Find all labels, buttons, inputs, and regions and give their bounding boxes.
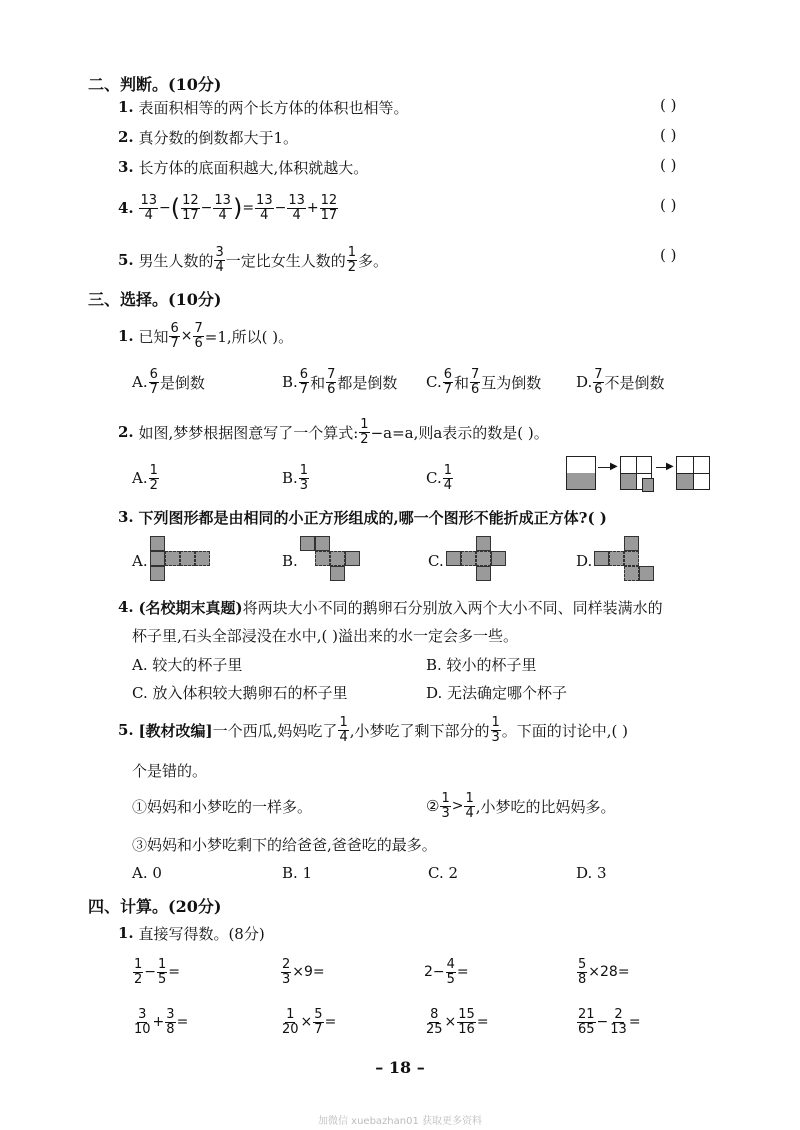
expression-8[interactable]: 21 65 − $\frac{2}{13}$ = <box>578 1006 641 1037</box>
answer-bracket[interactable]: ( ) <box>660 96 677 114</box>
calc-q1 <box>118 922 265 944</box>
expression-5[interactable]: 3 10 + $\frac{3}{8}$ = <box>134 1006 189 1037</box>
judge-q1 <box>118 96 408 118</box>
expression-4[interactable]: $\frac{5}{8}$ ×28= <box>578 956 630 987</box>
choice-q1 <box>118 316 293 356</box>
option-d[interactable]: D. 3 <box>576 864 607 882</box>
expression-1[interactable]: 1 2 − $\frac{1}{5}$ = <box>134 956 181 987</box>
question-number: 2. <box>118 423 134 441</box>
choice-q3 <box>118 506 607 528</box>
fraction: 12 17 <box>182 192 199 223</box>
option-label: A. <box>132 373 148 391</box>
option-text: 都是倒数 <box>337 373 398 392</box>
question-text: =1,所以( )。 <box>204 327 294 346</box>
right-paren: ) <box>232 194 243 222</box>
equals-sign: = <box>242 200 255 216</box>
judge-q3 <box>118 156 368 178</box>
minus-sign: − <box>159 200 171 216</box>
question-text: −a=a,则a表示的数是( )。 <box>370 423 549 442</box>
question-number: 4. <box>118 598 134 616</box>
question-number: 1. <box>118 98 134 116</box>
cube-net-b[interactable] <box>300 536 380 586</box>
question-text: 将两块大小不同的鹅卵石分别放入两个大小不同、同样装满水的 <box>242 598 663 617</box>
question-number: 4. <box>118 199 134 217</box>
option-b[interactable]: B. 1 <box>282 864 313 882</box>
option-b[interactable] <box>282 362 397 402</box>
question-text: 真分数的倒数都大于1。 <box>138 128 298 147</box>
square-quarters-result <box>676 456 710 490</box>
option-text: 是倒数 <box>159 373 205 392</box>
statement-1: ①妈妈和小梦吃的一样多。 <box>132 798 313 816</box>
option-label: A. <box>132 552 148 570</box>
fraction: 1 2 <box>347 244 357 275</box>
question-text: 。下面的讨论中,( ) <box>501 721 629 740</box>
question-text: 如图,梦梦根据图意写了一个算式: <box>138 423 359 442</box>
removed-piece <box>642 478 654 492</box>
section-title-choice: 三、选择。(10分) <box>88 290 222 309</box>
question-text: 下列图形都是由相同的小正方形组成的,哪一个图形不能折成正方体?( ) <box>138 508 607 527</box>
option-label: D. <box>576 373 593 391</box>
question-number: 1. <box>118 924 134 942</box>
fraction: 1 4 <box>339 714 348 745</box>
fraction: 6 7 <box>443 366 452 397</box>
option-label: C. <box>426 469 442 487</box>
option-label: A. <box>132 469 148 487</box>
fraction: 7 6 <box>327 366 336 397</box>
fraction: 1 4 <box>465 790 474 821</box>
choice-q2 <box>118 412 549 452</box>
fraction: 1 4 <box>443 462 452 493</box>
choice-q4-line2 <box>132 624 518 646</box>
fraction: 13 4 <box>140 192 157 223</box>
fraction: 6 7 <box>299 366 309 397</box>
option-a[interactable]: A. 0 <box>132 864 162 882</box>
answer-bracket[interactable]: ( ) <box>660 246 677 264</box>
question-text: 个是错的。 <box>132 762 208 780</box>
fraction: $\frac{7}{6}$ <box>194 320 203 351</box>
fraction: $\frac{12}{17}$ <box>320 192 338 223</box>
fraction: 1 2 <box>149 462 158 493</box>
option-d[interactable]: D. 无法确定哪个杯子 <box>426 684 568 702</box>
expression-2[interactable]: $\frac{2}{3}$ ×9= <box>282 956 325 987</box>
left-paren: ( <box>170 194 181 222</box>
cube-net-d[interactable] <box>594 536 664 586</box>
page-number: – 18 – <box>375 1058 425 1077</box>
answer-bracket[interactable]: ( ) <box>660 156 677 174</box>
judge-q4 <box>118 188 339 228</box>
question-text: 多。 <box>358 251 389 270</box>
statement-text: ,小梦吃的比妈妈多。 <box>475 797 616 816</box>
option-a[interactable] <box>132 458 160 498</box>
cube-net-c[interactable] <box>446 536 526 586</box>
judge-q5 <box>118 240 388 280</box>
answer-bracket[interactable]: ( ) <box>660 196 677 214</box>
question-text: 一定比女生人数的 <box>225 251 346 270</box>
expression-3[interactable]: 2− $\frac{4}{5}$ = <box>424 956 469 987</box>
option-text: 和 <box>454 373 470 392</box>
option-c[interactable] <box>426 362 541 402</box>
minus-sign: − <box>274 200 287 216</box>
fraction: $\frac{13}{4}$ <box>288 192 305 223</box>
answer-bracket[interactable]: ( ) <box>660 126 677 144</box>
option-label: D. <box>576 552 593 570</box>
question-number: 5. <box>118 251 134 269</box>
option-c[interactable]: C. 2 <box>428 864 459 882</box>
expression-6[interactable]: $\frac{1}{20}$ × $\frac{5}{7}$ = <box>282 1006 337 1037</box>
fraction: 3 4 <box>215 244 224 275</box>
fraction: $\frac{6}{7}$ <box>170 320 179 351</box>
question-number: 2. <box>118 128 134 146</box>
choice-q5 <box>118 710 628 750</box>
fraction: 1 3 <box>491 714 500 745</box>
option-c[interactable]: C. 放入体积较大鹅卵石的杯子里 <box>132 684 348 702</box>
statement-number: ② <box>426 797 440 815</box>
option-text: 不是倒数 <box>604 373 665 392</box>
option-label: B. <box>282 373 298 391</box>
question-text: 直接写得数。(8分) <box>138 924 265 943</box>
question-text: 长方体的底面积越大,体积就越大。 <box>138 158 369 177</box>
section-title-judge: 二、判断。(10分) <box>88 75 222 94</box>
option-label: C. <box>428 552 444 570</box>
cube-net-a[interactable] <box>150 536 220 586</box>
fraction: 7 6 <box>594 366 603 397</box>
statement-3: ③妈妈和小梦吃剩下的给爸爸,爸爸吃的最多。 <box>132 836 437 854</box>
question-tag: (名校期末真题) <box>138 598 243 617</box>
option-b[interactable] <box>282 552 298 570</box>
option-a[interactable] <box>132 552 148 570</box>
option-b[interactable] <box>282 458 310 498</box>
option-label: C. <box>426 373 442 391</box>
question-number: 3. <box>118 508 134 526</box>
arrow-right-icon: ▶ <box>666 461 674 472</box>
option-d[interactable] <box>576 552 592 570</box>
fraction: 7 6 <box>471 366 480 397</box>
question-text: ,小梦吃了剩下部分的 <box>349 721 490 740</box>
greater-than-sign: > <box>451 798 464 814</box>
expression-7[interactable]: $\frac{8}{25}$ × $\frac{15}{16}$ = <box>426 1006 489 1037</box>
plus-sign: + <box>306 200 319 216</box>
watermark: 加微信 xuebazhan01 获取更多资料 <box>317 1116 483 1127</box>
option-text: 互为倒数 <box>481 373 542 392</box>
option-b[interactable]: B. 较小的杯子里 <box>426 656 537 674</box>
fraction: $\frac{13}{4}$ <box>256 192 273 223</box>
arrow-right-icon: ▶ <box>610 461 618 472</box>
option-text: 和 <box>310 373 326 392</box>
minus-sign: − <box>200 200 213 216</box>
square-half-shaded <box>566 456 596 490</box>
choice-q4 <box>118 596 663 618</box>
question-text: 已知 <box>138 327 169 346</box>
judge-q2 <box>118 126 298 148</box>
option-label: B. <box>282 469 298 487</box>
times-sign: × <box>180 328 193 344</box>
question-text: 表面积相等的两个长方体的体积也相等。 <box>138 98 409 117</box>
question-number: 3. <box>118 158 134 176</box>
section-title-calc: 四、计算。(20分) <box>88 897 222 916</box>
question-number: 1. <box>118 327 134 345</box>
option-label: B. <box>282 552 298 570</box>
fraction: 1 3 <box>299 462 309 493</box>
fraction-diagram <box>566 456 716 496</box>
option-d[interactable] <box>576 362 665 402</box>
question-text: 男生人数的 <box>138 251 214 270</box>
fraction: 6 7 <box>149 366 158 397</box>
option-a[interactable]: A. 较大的杯子里 <box>132 656 243 674</box>
option-c[interactable] <box>426 458 454 498</box>
question-text: 一个西瓜,妈妈吃了 <box>212 721 338 740</box>
option-c[interactable] <box>428 552 444 570</box>
question-tag: [教材改编] <box>138 721 213 740</box>
fraction: 1 2 <box>360 416 369 447</box>
question-text: 杯子里,石头全部浸没在水中,( )溢出来的水一定会多一些。 <box>132 626 519 645</box>
fraction: 1 3 <box>441 790 450 821</box>
statement-2 <box>426 786 616 826</box>
fraction: $\frac{13}{4}$ <box>214 192 231 223</box>
option-a[interactable] <box>132 362 205 402</box>
question-number: 5. <box>118 721 134 739</box>
